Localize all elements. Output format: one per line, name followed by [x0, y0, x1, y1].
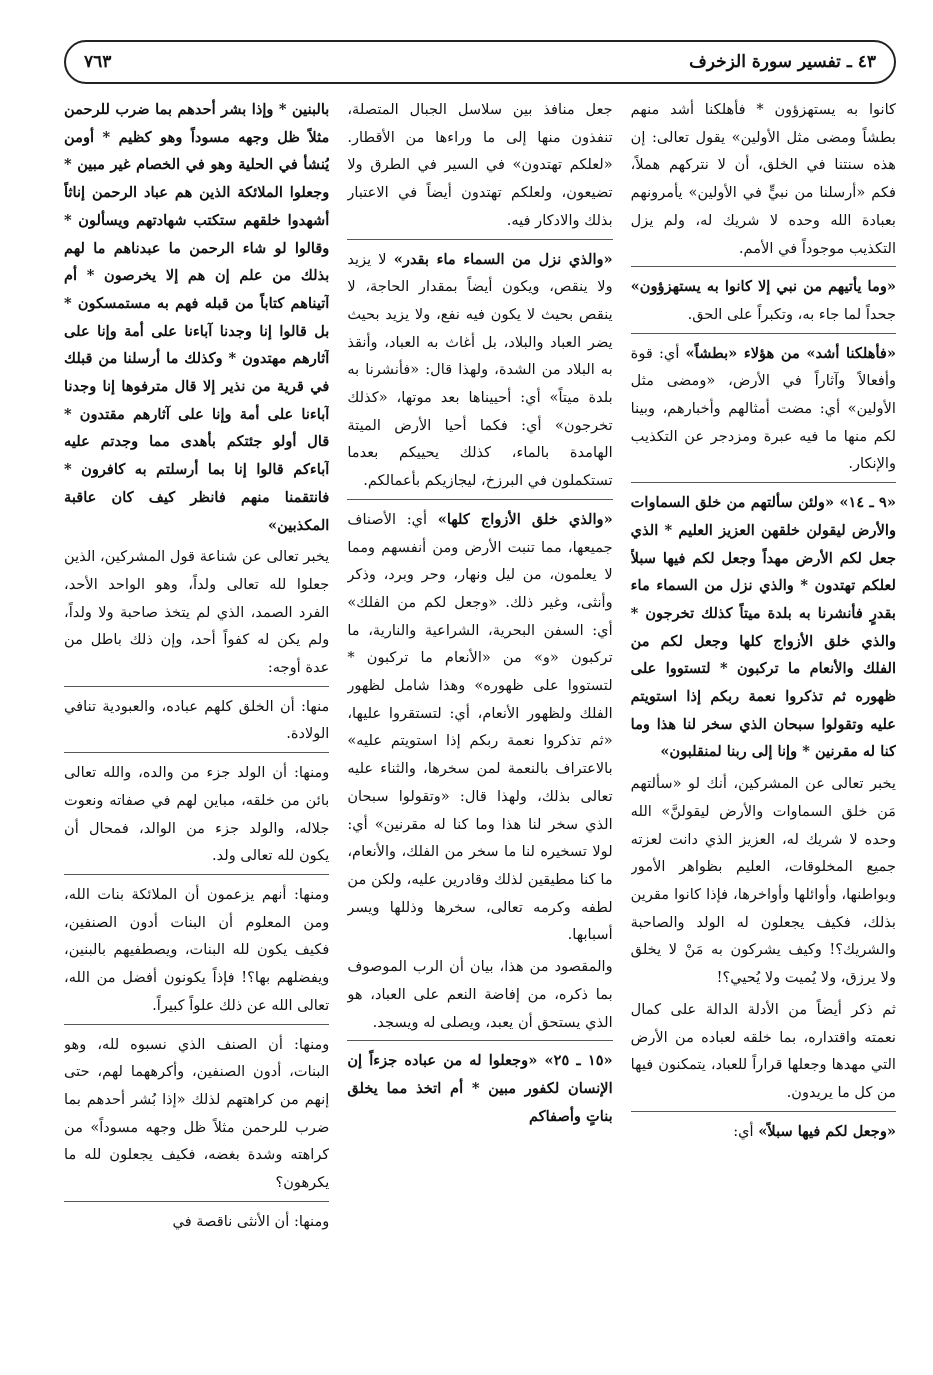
- divider: [64, 686, 329, 687]
- paragraph: أي:: [733, 1122, 754, 1140]
- paragraph: جعل منافذ بين سلاسل الجبال المتصلة، تنفذون منها إلى ما وراءها من الأقطار. «لعلكم تهتدون» في السير في الطرق ولا تضيعون، ولعلكم تهتدون أيضاً في الاعتبار بذلك والادكار فيه.: [347, 101, 613, 229]
- paragraph: ومنها: أن الأنثى ناقصة في: [172, 1212, 330, 1230]
- verse-quote: «فأهلكنا أشد» من هؤلاء «بطشاً»: [685, 344, 896, 362]
- divider: [631, 333, 896, 334]
- divider: [631, 482, 896, 483]
- verse-block: «١٥ ـ ٢٥» «وجعلوا له من عباده جزءاً إن الإنسان لكفور مبين * أم اتخذ مما يخلق بناتٍ وأصفاكم: [347, 1052, 613, 1125]
- divider: [64, 1024, 329, 1025]
- divider: [64, 1201, 329, 1202]
- paragraph: جحداً لما جاء به، وتكبراً على الحق.: [687, 305, 896, 323]
- verse-quote: «وجعل لكم فيها سبلاً»: [758, 1122, 896, 1140]
- paragraph: ومنها: أن الصنف الذي نسبوه لله، وهو البنات، أدون الصنفين، وأكرههما لهم، حتى إنهم من كراهتهم لذلك «إذا بُشر أحدهم بما ضرب للرحمن مثلاً ظل وجهه مسوداً» من كراهته وشدة بغضه، فكيف يجعلون لله ما يكرهون؟: [64, 1035, 330, 1192]
- paragraph: ومنها: أنهم يزعمون أن الملائكة بنات الله، ومن المعلوم أن البنات أدون الصنفين، فكيف يكون لله البنات، ويصطفيهم بالبنين، ويفضلهم بها؟! فإذاً يكونون أفضل من الله، تعالى الله عن ذلك علواً كبيراً.: [64, 885, 330, 1014]
- divider: [631, 266, 896, 267]
- paragraph: أي: قوة وأفعالاً وآثاراً في الأرض، «ومضى مثل الأولين» أي: مضت أمثالهم وأخبارهم، وبينا لكم منها ما فيه عبرة ومزدجر عن التكذيب والإنكار.: [630, 344, 896, 473]
- paragraph: ومنها: أن الولد جزء من والده، والله تعالى بائن من خلقه، مباين لهم في صفاته ونعوت جلاله، والولد جزء من الوالد، فمحال أن يكون لله تعالى ولد.: [64, 764, 330, 865]
- page-number: ٧٦٣: [84, 52, 112, 72]
- verse-quote: «وما يأتيهم من نبي إلا كانوا به يستهزؤون»: [630, 278, 896, 296]
- verse-quote: «والذي نزل من السماء ماء بقدر»: [393, 250, 613, 268]
- verse-block: «٩ ـ ١٤» «ولئن سألتهم من خلق السماوات والأرض ليقولن خلقهن العزيز العليم * الذي جعل لكم الأرض مهداً وجعل لكم فيها سبلاً لعلكم تهتدون * والذي نزل من السماء ماء بقدرٍ فأنشرنا به بلدة ميتاً كذلك تخرجون * والذي خلق الأزواج كلها وجعل لكم من الفلك والأنعام ما تركبون * لتستووا على ظهوره ثم تذكروا نعمة ربكم إذا استويتم عليه وتقولوا سبحان الذي سخر لنا هذا وما كنا له مقرنين * وإنا إلى ربنا لمنقلبون»: [630, 494, 896, 761]
- divider: [64, 752, 329, 753]
- column-left: [64, 96, 329, 1366]
- surah-title: ٤٣ ـ تفسير سورة الزخرف: [689, 52, 876, 72]
- divider: [347, 239, 612, 240]
- text-columns: [64, 96, 896, 1366]
- divider: [631, 1111, 896, 1112]
- paragraph: يخبر تعالى عن المشركين، أنك لو «سألتهم مَن خلق السماوات والأرض ليقولنَّ» الله وحده لا شريك له، العزيز الذي دانت لعزته جميع المخلوقات، العليم بظواهر الأمور وبواطنها، وأوائلها وأواخرها، فإذا كانوا مقرين بذلك، فكيف يجعلون له الولد والصاحبة والشريك؟! وكيف يشركون به مَنْ لا يخلق ولا يرزق، ولا يُميت ولا يُحيي؟!: [630, 775, 896, 987]
- paragraph: ثم ذكر أيضاً من الأدلة الدالة على كمال نعمته واقتداره، بما خلقه لعباده من الأرض التي مهدها وجعلها قراراً للعباد، يتمكنون فيها من كل ما يريدون.: [630, 1000, 896, 1101]
- verse-block: بالبنين * وإذا بشر أحدهم بما ضرب للرحمن مثلاً ظل وجهه مسوداً وهو كظيم * أومن يُنشأ في الحلية وهو في الخصام غير مبين * وجعلوا الملائكة الذين هم عباد الرحمن إناثاً أشهدوا خلقهم ستكتب شهادتهم ويسألون * وقالوا لو شاء الرحمن ما عبدناهم ما لهم بذلك من علم إن هم إلا يخرصون * أم آتيناهم كتاباً من قبله فهم به مستمسكون * بل قالوا إنا وجدنا آباءنا على أمة وإنا على آثارهم مهتدون * وكذلك ما أرسلنا من قبلك في قرية من نذير إلا قال مترفوها إنا وجدنا آباءنا على أمة وإنا على آثارهم مقتدون * قال أولو جئتكم بأهدى مما وجدتم عليه آباءكم قالوا إنا بما أرسلتم به كافرون * فانتقمنا منهم فانظر كيف كان عاقبة المكذبين»: [64, 101, 330, 534]
- paragraph: منها: أن الخلق كلهم عباده، والعبودية تنافي الولادة.: [64, 697, 330, 743]
- column-middle: [347, 96, 612, 1366]
- verse-quote: «والذي خلق الأزواج كلها»: [437, 510, 613, 528]
- page-header: [64, 40, 896, 84]
- divider: [347, 1040, 612, 1041]
- divider: [64, 874, 329, 875]
- paragraph: والمقصود من هذا، بيان أن الرب الموصوف بما ذكره، من إفاضة النعم على العباد، هو الذي يستحق أن يعبد، ويصلى له ويسجد.: [347, 958, 613, 1031]
- paragraph: لا يزيد ولا ينقص، ويكون أيضاً بمقدار الحاجة، لا ينقص بحيث لا يكون فيه نفع، ولا يزيد بحيث يضر العباد والبلاد، بل أغاث به العباد، وأنقذ به البلاد من الشدة، ولهذا قال: «فأنشرنا به بلدة ميتاً» أي: أحييناها بعد موتها، «كذلك تخرجون» أي: فكما أحيا الأرض الميتة الهامدة بالماء، كذلك يحييكم بعدما تستكملون في البرزخ، ليجازيكم بأعمالكم.: [347, 250, 613, 490]
- paragraph: يخبر تعالى عن شناعة قول المشركين، الذين جعلوا لله تعالى ولداً، وهو الواحد الأحد، الفرد الصمد، الذي لم يتخذ صاحبة ولا ولداً، ولم يكن له كفواً أحد، وإن ذلك باطل من عدة أوجه:: [64, 548, 330, 677]
- column-right: [631, 96, 896, 1366]
- divider: [347, 499, 612, 500]
- paragraph: أي: الأصناف جميعها، مما تنبت الأرض ومن أنفسهم ومما لا يعلمون، من ليل ونهار، وحر وبرد، وذكر وأنثى، وغير ذلك. «وجعل لكم من الفلك» أي: السفن البحرية، الشراعية والنارية، ما تركبون «و» من «الأنعام ما تركبون * لتستووا على ظهوره» وهذا شامل لظهور الفلك ولظهور الأنعام، أي: لتستقروا عليها، «ثم تذكروا نعمة ربكم إذا استويتم عليه» بالاعتراف بالنعمة لمن سخرها، والثناء عليه تعالى بذلك، ولهذا قال: «وتقولوا سبحان الذي سخر لنا هذا وما كنا له مقرنين» أي: لولا تسخيره لنا ما سخر من الفلك، والأنعام، ما كنا مطيقين لذلك وقادرين عليه، ولكن من لطفه وكرمه تعالى، سخرها وذللها ويسر أسبابها.: [347, 510, 613, 944]
- paragraph: كانوا به يستهزؤون * فأهلكنا أشد منهم بطشاً ومضى مثل الأولين» يقول تعالى: إن هذه سنتنا في الخلق، أن لا نتركهم هملاً، فكم «أرسلنا من نبيٍّ في الأولين» يأمرونهم بعبادة الله وحده لا شريك له، ولم يزل التكذيب موجوداً في الأمم.: [630, 101, 896, 257]
